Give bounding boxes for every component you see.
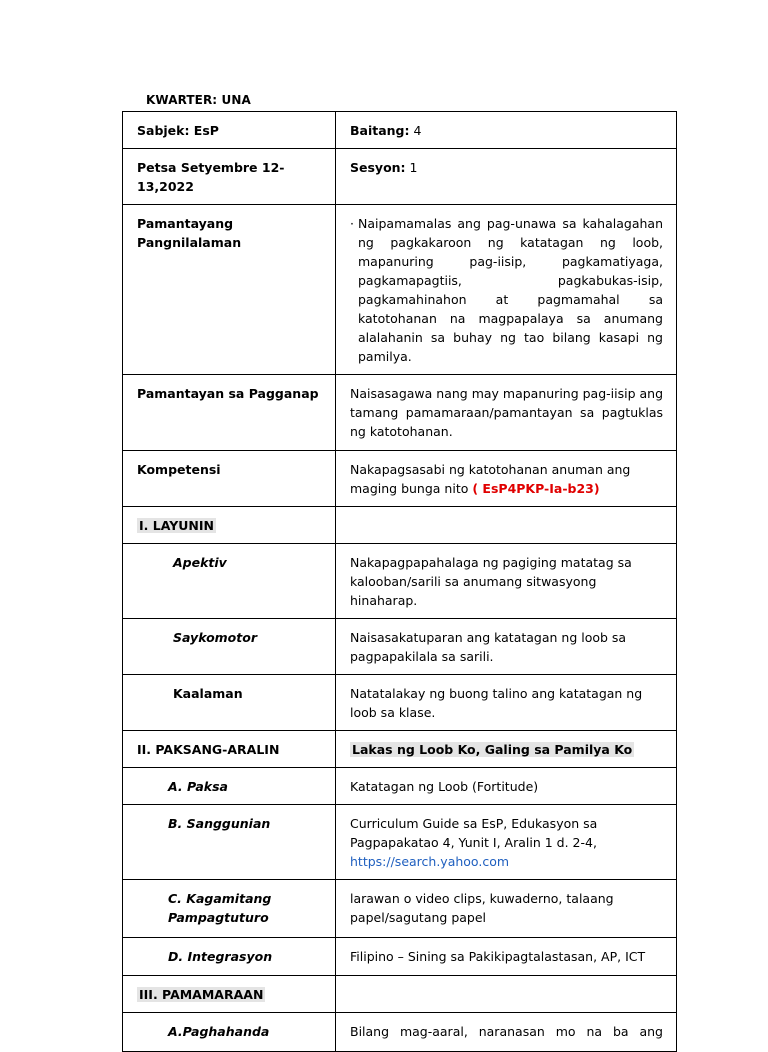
integration-text: Filipino – Sining sa Pakikipagtalastasan, AP, ICT (350, 949, 646, 964)
table-row (123, 619, 677, 675)
topic-text: Katatagan ng Loob (Fortitude) (350, 779, 539, 794)
competency-text: Nakapagsasabi ng katotohanan anuman ang maging bunga nito ( EsP4PKP-Ia-b23) (350, 462, 631, 496)
psychomotor-label: Saykomotor (173, 630, 257, 645)
reference-label: B. Sanggunian (168, 816, 271, 831)
table-row (123, 805, 677, 880)
reference-link[interactable]: https://search.yahoo.com (350, 854, 510, 869)
section-heading-pamamaraan: III. PAMAMARAAN (139, 987, 264, 1002)
affective-label: Apektiv (173, 555, 227, 570)
cognitive-label: Kaalaman (173, 686, 243, 701)
table-row (123, 976, 677, 1013)
psychomotor-text: Naisasakatuparan ang katatagan ng loob sa pagpapakilala sa sarili. (350, 630, 627, 664)
table-row (123, 544, 677, 619)
materials-label: C. Kagamitang Pampagtuturo (168, 891, 272, 925)
affective-text: Nakapagpapahalaga ng pagiging matatag sa kalooban/sarili sa anumang sitwasyong hinaharap. (350, 555, 632, 608)
integration-label: D. Integrasyon (168, 949, 273, 964)
content-standard-label: Pamantayang Pangnilalaman (137, 216, 242, 250)
materials-text: larawan o video clips, kuwaderno, talaang papel/sagutang papel (350, 891, 614, 925)
lesson-plan-table (122, 111, 677, 1052)
table-row (123, 675, 677, 731)
table-row (123, 375, 677, 451)
table-row (123, 880, 677, 938)
table-row (123, 938, 677, 976)
lesson-title: Lakas ng Loob Ko, Galing sa Pamilya Ko (352, 742, 633, 757)
table-row (123, 149, 677, 205)
performance-standard-text: Naisasagawa nang may mapanuring pag-iisip ang tamang pamamaraan/pamantayan sa pagtuklas ng katotohanan. (350, 386, 664, 439)
date-cell: Petsa Setyembre 12-13,2022 (137, 160, 285, 194)
table-row (123, 205, 677, 375)
table-row (123, 112, 677, 149)
table-row (123, 507, 677, 544)
preparation-label: A.Paghahanda (168, 1024, 270, 1039)
section-heading-paksang-aralin: II. PAKSANG-ARALIN (137, 742, 280, 757)
topic-label: A. Paksa (168, 779, 228, 794)
preparation-text: Bilang mag-aaral, naranasan mo na ba ang (350, 1024, 663, 1039)
competency-label: Kompetensi (137, 462, 221, 477)
competency-code: ( EsP4PKP-Ia-b23) (472, 481, 600, 496)
table-row (123, 451, 677, 507)
quarter-heading: KWARTER: UNA (146, 93, 251, 107)
table-row (123, 731, 677, 768)
grade-cell: Baitang: 4 (350, 123, 422, 138)
section-heading-layunin: I. LAYUNIN (139, 518, 214, 533)
table-row (123, 1013, 677, 1052)
subject-cell: Sabjek: EsP (137, 123, 219, 138)
table-row (123, 768, 677, 805)
reference-text: Curriculum Guide sa EsP, Edukasyon sa Pagpapakatao 4, Yunit I, Aralin 1 d. 2-4, https://search.yahoo.com (350, 816, 598, 869)
session-cell: Sesyon: 1 (350, 160, 418, 175)
performance-standard-label: Pamantayan sa Pagganap (137, 386, 319, 401)
cognitive-text: Natatalakay ng buong talino ang katatagan ng loob sa klase. (350, 686, 643, 720)
content-standard-text: · Naipamamalas ang pag-unawa sa kahalagahan ng pagkakaroon ng katatagan ng loob, mapanuring pag-iisip, pagkamatiyaga, pagkamapagtiis, pagkabukas-isip, pagkamahinahon at pagmamahal sa katotohanan na magpapalaya sa anumang alalahanin sa buhay ng tao bilang kasapi ng pamilya. (350, 216, 663, 364)
